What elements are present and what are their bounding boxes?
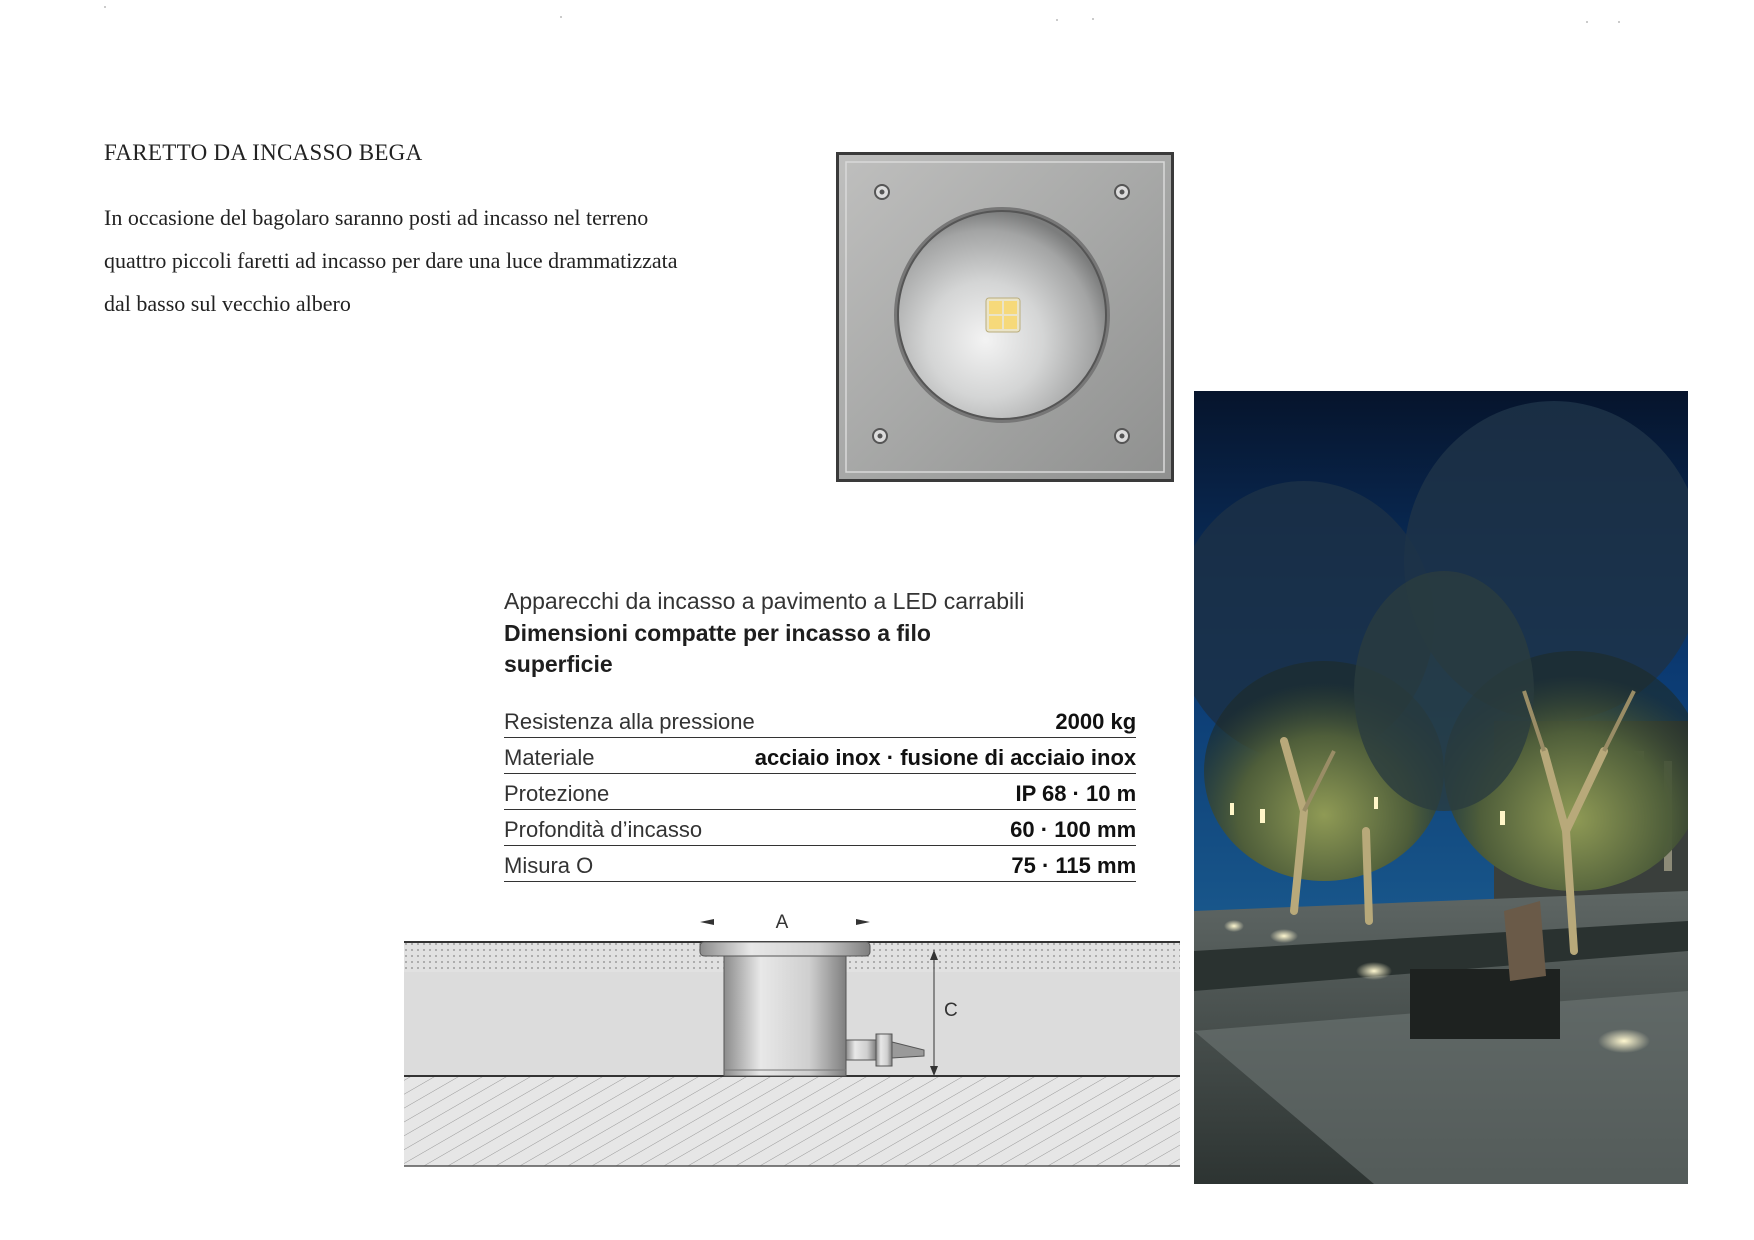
spec-value: 2000 kg	[1055, 709, 1137, 734]
intro-line: dal basso sul vecchio albero	[104, 291, 351, 316]
night-photo	[1194, 391, 1688, 1184]
spec-row	[504, 702, 1136, 738]
spec-label: Resistenza alla pressione	[504, 709, 755, 734]
scan-speck	[560, 16, 562, 18]
spec-label: Profondità d’incasso	[504, 817, 703, 842]
spec-label: Materiale	[504, 745, 595, 770]
spec-row	[504, 810, 1136, 846]
spec-table	[504, 702, 1136, 882]
arrow-left-icon	[700, 919, 714, 925]
spec-value: 75 · 115 mm	[1011, 853, 1137, 878]
spec-heading: Dimensioni compatte per incasso a filo superficie	[504, 620, 931, 677]
spec-value: acciaio inox · fusione di acciaio inox	[754, 745, 1137, 770]
installation-diagram	[404, 900, 1180, 1176]
scan-speck	[104, 6, 106, 8]
scan-speck	[1618, 21, 1620, 23]
spec-label: Misura O	[504, 853, 594, 878]
dimension-c-label: C	[944, 1000, 958, 1021]
scan-speck	[1056, 19, 1058, 21]
page-title: FARETTO DA INCASSO BEGA	[104, 140, 423, 165]
scan-speck	[1586, 21, 1588, 23]
spec-label: Protezione	[504, 781, 610, 806]
intro-paragraph	[104, 196, 784, 325]
scan-speck	[1092, 18, 1094, 20]
intro-line: In occasione del bagolaro saranno posti ad incasso nel terreno	[104, 205, 649, 230]
spec-block	[504, 586, 1137, 882]
spec-row	[504, 774, 1136, 810]
dimension-a-label: A	[775, 912, 789, 933]
spec-row	[504, 846, 1136, 882]
arrow-right-icon	[856, 919, 870, 925]
spec-row	[504, 738, 1136, 774]
product-photo	[836, 152, 1174, 482]
spec-subtitle: Apparecchi da incasso a pavimento a LED carrabili	[504, 588, 1025, 614]
led-cluster	[986, 298, 1020, 332]
spec-value: 60 · 100 mm	[1010, 817, 1137, 842]
intro-line: quattro piccoli faretti ad incasso per dare una luce drammatizzata	[104, 248, 678, 273]
spec-value: IP 68 · 10 m	[1015, 781, 1137, 806]
